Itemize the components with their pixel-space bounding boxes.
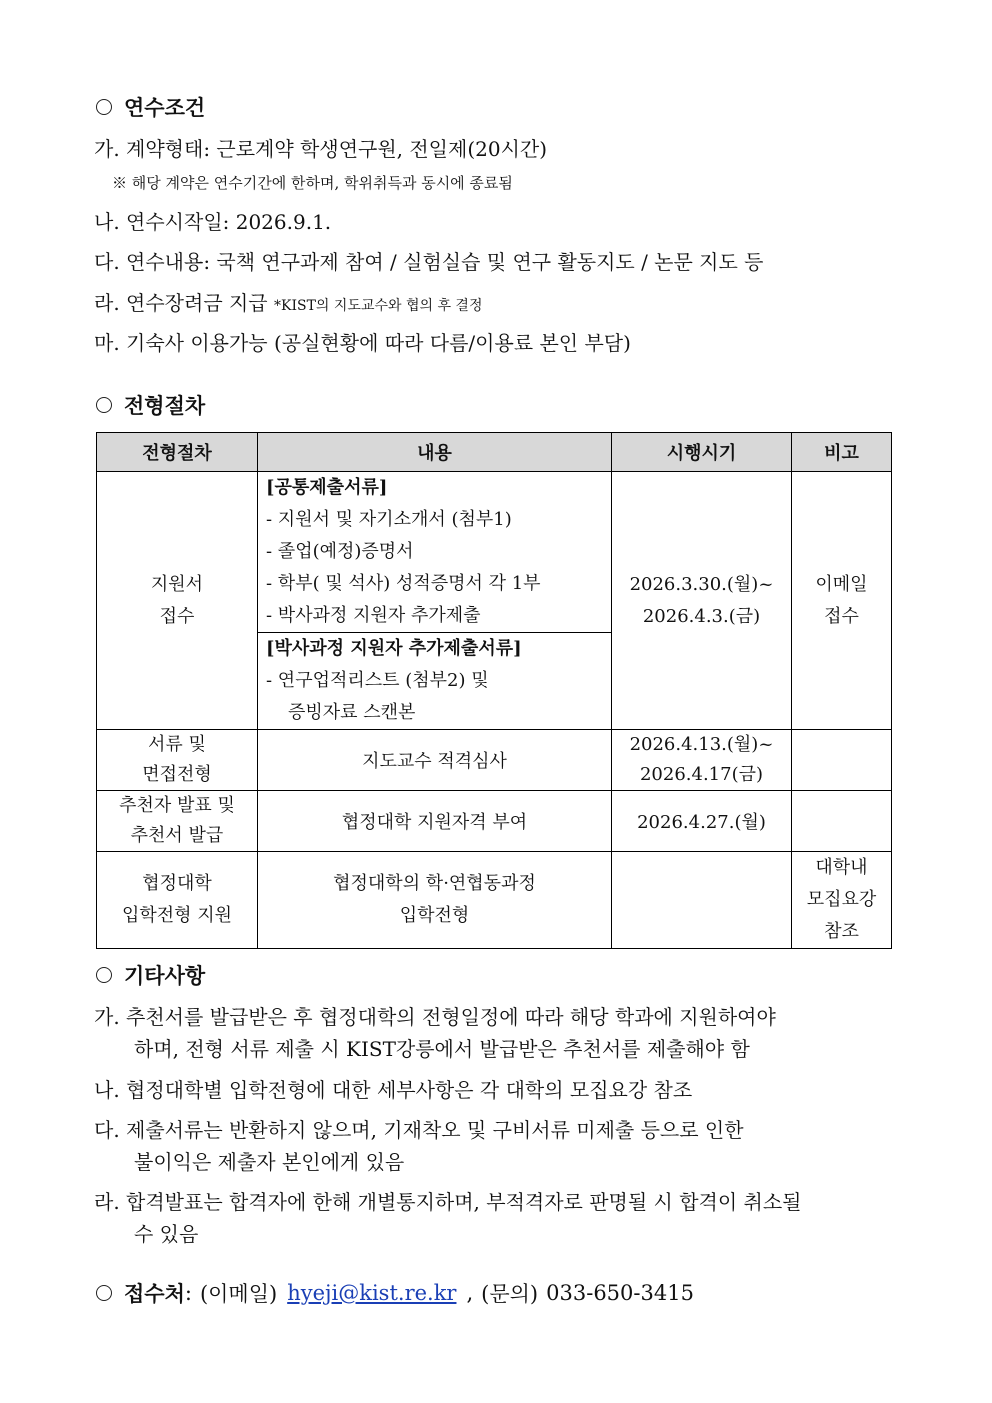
content-cell bbox=[258, 852, 612, 949]
cell-line: 면접전형 bbox=[142, 764, 212, 785]
cell-line: 참조 bbox=[824, 921, 859, 942]
cell-line: 입학전형 지원 bbox=[121, 905, 233, 926]
circle-bullet-icon bbox=[96, 99, 112, 115]
common-docs-title: [공통제출서류] bbox=[266, 477, 388, 498]
contact-colon: : bbox=[184, 1281, 192, 1305]
email-label: (이메일) bbox=[199, 1282, 278, 1306]
other-item-continued: 수 있음 bbox=[134, 1222, 199, 1246]
table-row bbox=[97, 852, 892, 949]
column-header: 전형절차 bbox=[97, 433, 258, 472]
period-cell bbox=[612, 730, 792, 791]
doc-item: - 지원서 및 자기소개서 (첨부1) bbox=[266, 509, 512, 530]
stage-cell bbox=[97, 472, 258, 730]
section-heading-training bbox=[96, 92, 205, 122]
table-row bbox=[97, 472, 892, 730]
section-heading-other bbox=[96, 960, 205, 990]
doc-item: - 학부( 및 석사) 성적증명서 각 1부 bbox=[266, 573, 541, 594]
cell-line: 접수 bbox=[824, 605, 859, 627]
contact-label: 접수처 bbox=[124, 1281, 185, 1306]
other-item: 라. 합격발표는 합격자에 한해 개별통지하며, 부적격자로 판명될 시 합격이 취소될 bbox=[94, 1190, 802, 1214]
circle-bullet-icon bbox=[96, 967, 112, 983]
other-item: 가. 추천서를 발급받은 후 협정대학의 전형일정에 따라 해당 학과에 지원하여야 bbox=[94, 1005, 776, 1029]
doc-item: - 박사과정 지원자 추가제출 bbox=[266, 605, 481, 626]
other-item-continued: 불이익은 제출자 본인에게 있음 bbox=[134, 1150, 405, 1174]
contact-line bbox=[96, 1278, 694, 1308]
phone-number: 033-650-3415 bbox=[546, 1281, 694, 1305]
cell-line: 지도교수 적격심사 bbox=[362, 751, 507, 772]
table-row bbox=[97, 791, 892, 852]
phone-label: (문의) bbox=[481, 1282, 539, 1306]
section-heading-selection bbox=[96, 390, 205, 420]
training-item: 마. 기숙사 이용가능 (공실현황에 따라 다름/이용료 본인 부담) bbox=[94, 331, 631, 355]
training-item: 다. 연수내용: 국책 연구과제 참여 / 실험실습 및 연구 활동지도 / 논문 지도 등 bbox=[94, 250, 764, 274]
training-item-stipend bbox=[94, 287, 482, 316]
table-row bbox=[97, 730, 892, 791]
period-cell bbox=[612, 472, 792, 730]
cell-line: 이메일 bbox=[815, 573, 868, 595]
note-cell bbox=[792, 730, 892, 791]
stage-cell bbox=[97, 852, 258, 949]
training-item: 나. 연수시작일: 2026.9.1. bbox=[94, 210, 332, 234]
cell-line: 서류 및 bbox=[148, 734, 206, 755]
note-cell bbox=[792, 472, 892, 730]
cell-line: 2026.4.3.(금) bbox=[642, 605, 761, 627]
period-cell bbox=[612, 852, 792, 949]
doc-item: - 졸업(예정)증명서 bbox=[266, 541, 414, 562]
note-cell bbox=[792, 791, 892, 852]
cell-line: 2026.4.17(금) bbox=[639, 764, 764, 785]
doc-item: - 연구업적리스트 (첨부2) 및 bbox=[266, 670, 489, 691]
other-item: 다. 제출서류는 반환하지 않으며, 기재착오 및 구비서류 미제출 등으로 인한 bbox=[94, 1118, 744, 1142]
cell-line: 협정대학 bbox=[142, 873, 212, 894]
column-header: 비고 bbox=[792, 433, 892, 472]
circle-bullet-icon bbox=[96, 397, 112, 413]
circle-bullet-icon bbox=[96, 1285, 112, 1301]
cell-line: 대학내 bbox=[815, 857, 868, 878]
content-cell bbox=[258, 472, 612, 730]
training-item: 가. 계약형태: 근로계약 학생연구원, 전일제(20시간) bbox=[94, 137, 548, 161]
selection-table bbox=[96, 432, 892, 949]
contact-comma: , bbox=[466, 1281, 474, 1305]
column-header: 내용 bbox=[258, 433, 612, 472]
section-title: 기타사항 bbox=[124, 963, 206, 988]
training-note: ※ 해당 계약은 연수기간에 한하며, 학위취득과 동시에 종료됨 bbox=[112, 174, 513, 192]
stipend-main: 라. 연수장려금 지급 bbox=[94, 291, 268, 315]
table-header-row bbox=[97, 433, 892, 472]
section-title: 연수조건 bbox=[124, 95, 206, 120]
cell-line: 2026.4.13.(월)~ bbox=[629, 734, 774, 755]
section-title: 전형절차 bbox=[124, 393, 206, 418]
doc-item: 증빙자료 스캔본 bbox=[288, 702, 416, 723]
other-item-continued: 하며, 전형 서류 제출 시 KIST강릉에서 발급받은 추천서를 제출해야 함 bbox=[134, 1037, 750, 1061]
cell-line: 협정대학 지원자격 부여 bbox=[341, 812, 528, 833]
stage-cell bbox=[97, 730, 258, 791]
other-item: 나. 협정대학별 입학전형에 대한 세부사항은 각 대학의 모집요강 참조 bbox=[94, 1078, 693, 1102]
column-header: 시행시기 bbox=[612, 433, 792, 472]
cell-line: 2026.3.30.(월)~ bbox=[629, 573, 774, 595]
cell-line: 추천서 발급 bbox=[130, 825, 224, 846]
cell-line: 접수 bbox=[159, 605, 195, 627]
content-cell bbox=[258, 730, 612, 791]
content-cell bbox=[258, 791, 612, 852]
cell-line: 추천자 발표 및 bbox=[119, 795, 235, 816]
cell-line: 모집요강 bbox=[806, 889, 877, 910]
note-cell bbox=[792, 852, 892, 949]
phd-docs-title: [박사과정 지원자 추가제출서류] bbox=[258, 632, 611, 665]
stipend-note: *KIST의 지도교수와 협의 후 결정 bbox=[274, 298, 483, 314]
cell-line: 협정대학의 학·연협동과정 bbox=[333, 873, 536, 894]
period-cell bbox=[612, 791, 792, 852]
stage-cell bbox=[97, 791, 258, 852]
cell-line: 입학전형 bbox=[399, 905, 470, 926]
cell-line: 2026.4.27.(월) bbox=[637, 812, 766, 833]
email-link[interactable]: hyeji@kist.re.kr bbox=[287, 1281, 457, 1305]
cell-line: 지원서 bbox=[150, 573, 204, 595]
